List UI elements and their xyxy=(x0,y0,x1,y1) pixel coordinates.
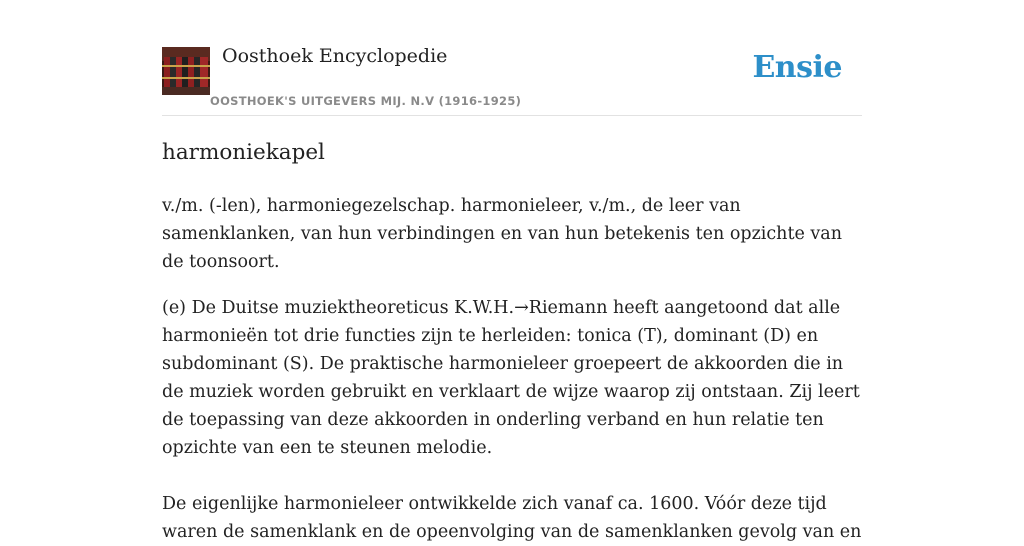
entry-paragraph: (e) De Duitse muziektheoreticus K.W.H.→Riemann heeft aangetoond dat alle harmonieën tot drie functies zijn te herleiden: tonica (T), dominant (D) en subdominant (S). De praktische harmonieleer groepeert de akkoorden die in de muziek worden gebruikt en verklaart de wijze waarop zij ontstaan. Zij leert de toepassing van deze akkoorden in onderling verband en hun relatie ten opzichte van een te steunen melodie. xyxy=(162,298,860,458)
source-subtitle: OOSTHOEK'S UITGEVERS MIJ. N.V (1916-1925) xyxy=(210,94,522,108)
entry-paragraph: De eigenlijke harmonieleer ontwikkelde zich vanaf ca. 1600. Vóór deze tijd waren de samenklank en de opeenvolging van de samenklanken gevolg van en xyxy=(162,494,862,542)
ensie-logo-link[interactable]: Ensie xyxy=(752,50,842,85)
page-header xyxy=(162,0,862,116)
source-title[interactable]: Oosthoek Encyclopedie xyxy=(222,45,448,67)
encyclopedia-books-icon[interactable] xyxy=(162,47,210,95)
content-container xyxy=(162,0,862,542)
entry-body xyxy=(162,192,862,546)
entry-definition: v./m. (-len), harmoniegezelschap. harmonieleer, v./m., de leer van samenklanken, van hun verbindingen en van hun betekenis ten opzichte van de toonsoort. xyxy=(162,196,842,272)
entry-term: harmoniekapel xyxy=(162,140,325,165)
